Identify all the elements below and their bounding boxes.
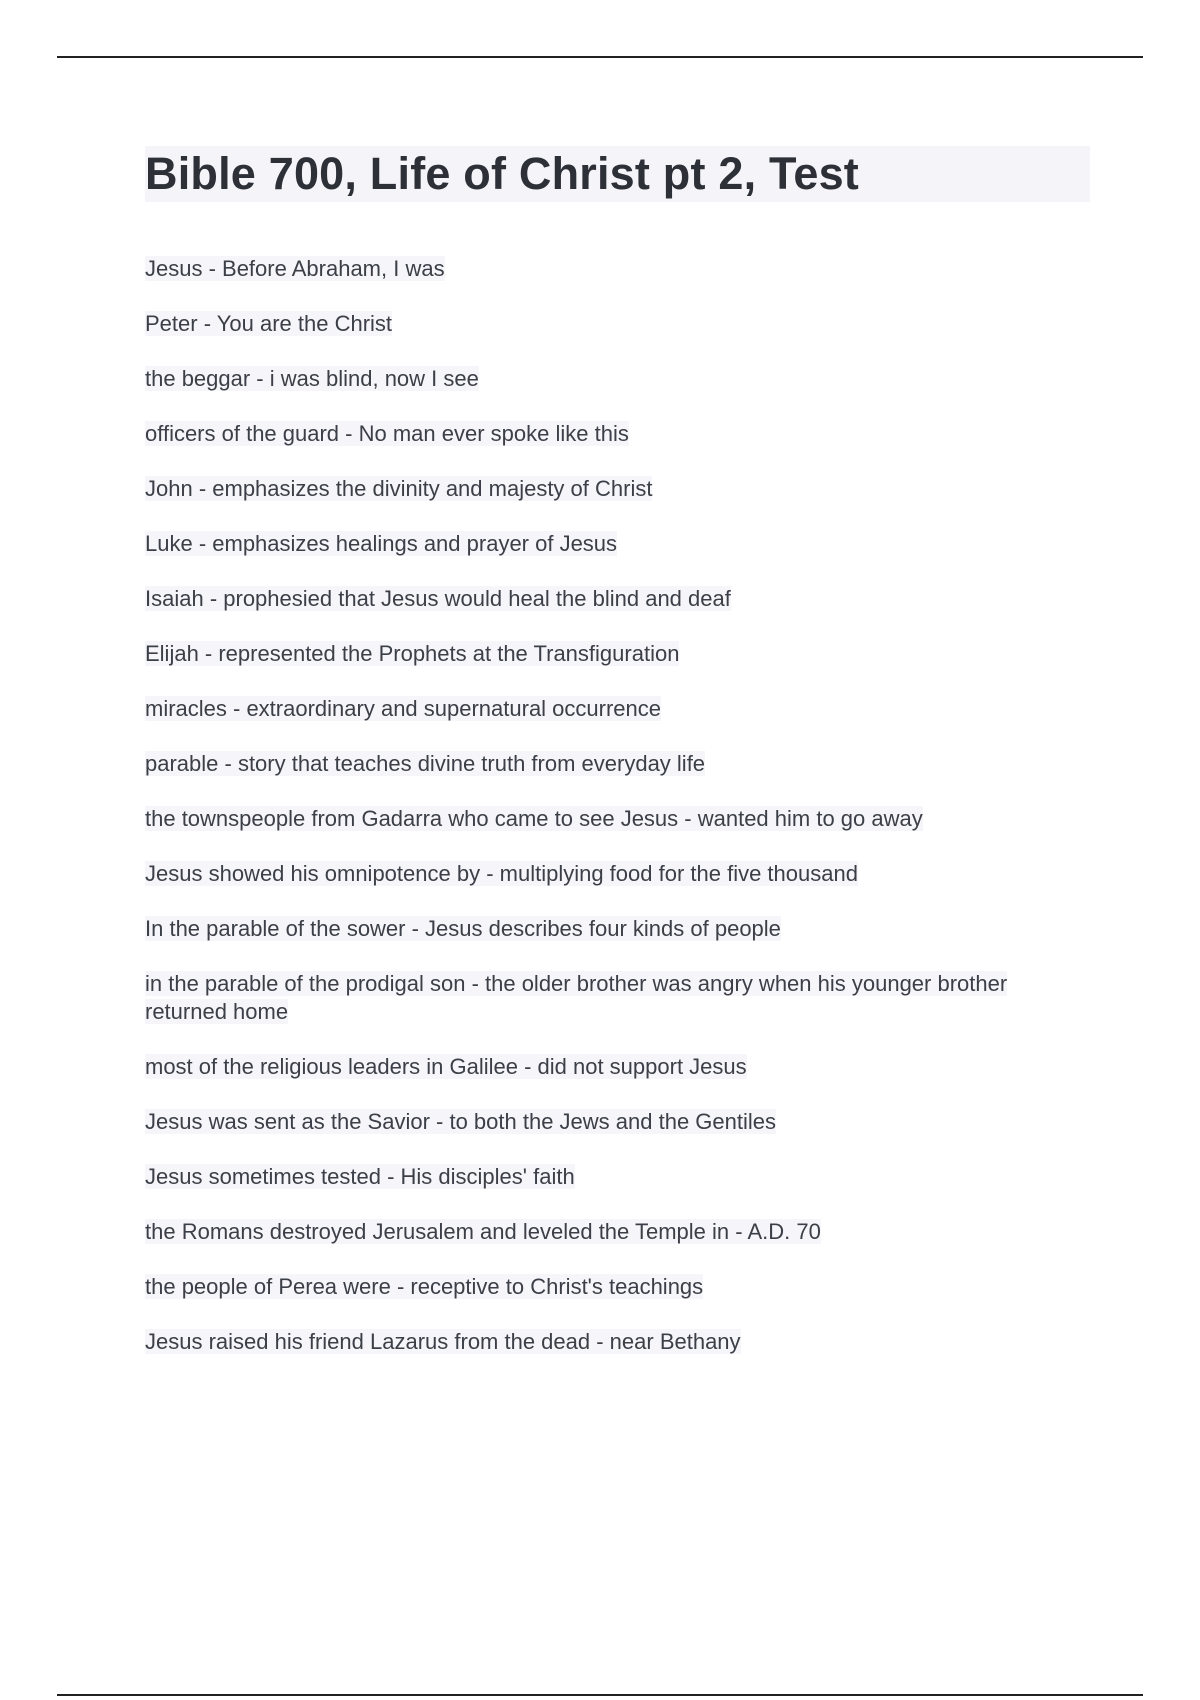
list-item xyxy=(145,1273,1090,1301)
list-item-text: Elijah - represented the Prophets at the Transfiguration xyxy=(145,641,680,666)
list-item xyxy=(145,1218,1090,1246)
list-item-text: John - emphasizes the divinity and majesty of Christ xyxy=(145,476,653,501)
list-item xyxy=(145,1163,1090,1191)
list-item xyxy=(145,860,1090,888)
list-item-text: Jesus was sent as the Savior - to both the Jews and the Gentiles xyxy=(145,1109,777,1134)
list-item-text: Jesus - Before Abraham, I was xyxy=(145,256,445,281)
list-item xyxy=(145,255,1090,283)
list-item-text: the beggar - i was blind, now I see xyxy=(145,366,479,391)
list-item-text: Jesus sometimes tested - His disciples' faith xyxy=(145,1164,575,1189)
list-item-text: miracles - extraordinary and supernatural occurrence xyxy=(145,696,662,721)
list-item-text: most of the religious leaders in Galilee - did not support Jesus xyxy=(145,1054,747,1079)
list-item-text: Peter - You are the Christ xyxy=(145,311,393,336)
list-item-text: the Romans destroyed Jerusalem and leveled the Temple in - A.D. 70 xyxy=(145,1219,821,1244)
list-item xyxy=(145,750,1090,778)
list-item-text: Isaiah - prophesied that Jesus would heal the blind and deaf xyxy=(145,586,731,611)
list-item xyxy=(145,310,1090,338)
document-body xyxy=(145,146,1090,1383)
list-item xyxy=(145,640,1090,668)
list-item xyxy=(145,420,1090,448)
bottom-divider xyxy=(57,1694,1143,1696)
list-item xyxy=(145,530,1090,558)
document-title: Bible 700, Life of Christ pt 2, Test xyxy=(145,146,1090,202)
list-item xyxy=(145,695,1090,723)
flashcard-list xyxy=(145,255,1090,1356)
list-item xyxy=(145,1328,1090,1356)
list-item-text: Jesus raised his friend Lazarus from the dead - near Bethany xyxy=(145,1329,741,1354)
list-item-text: the people of Perea were - receptive to Christ's teachings xyxy=(145,1274,704,1299)
list-item-text: Luke - emphasizes healings and prayer of Jesus xyxy=(145,531,618,556)
list-item xyxy=(145,585,1090,613)
list-item xyxy=(145,970,1025,1026)
list-item-text: the townspeople from Gadarra who came to see Jesus - wanted him to go away xyxy=(145,806,923,831)
list-item xyxy=(145,365,1090,393)
list-item-text: Jesus showed his omnipotence by - multiplying food for the five thousand xyxy=(145,861,858,886)
list-item-text: in the parable of the prodigal son - the older brother was angry when his younger brother returned home xyxy=(145,971,1008,1024)
list-item xyxy=(145,475,1090,503)
list-item xyxy=(145,915,1090,943)
list-item-text: parable - story that teaches divine truth from everyday life xyxy=(145,751,706,776)
list-item xyxy=(145,1108,1090,1136)
list-item-text: officers of the guard - No man ever spoke like this xyxy=(145,421,629,446)
top-divider xyxy=(57,56,1143,58)
list-item-text: In the parable of the sower - Jesus describes four kinds of people xyxy=(145,916,781,941)
list-item xyxy=(145,805,1090,833)
list-item xyxy=(145,1053,1090,1081)
